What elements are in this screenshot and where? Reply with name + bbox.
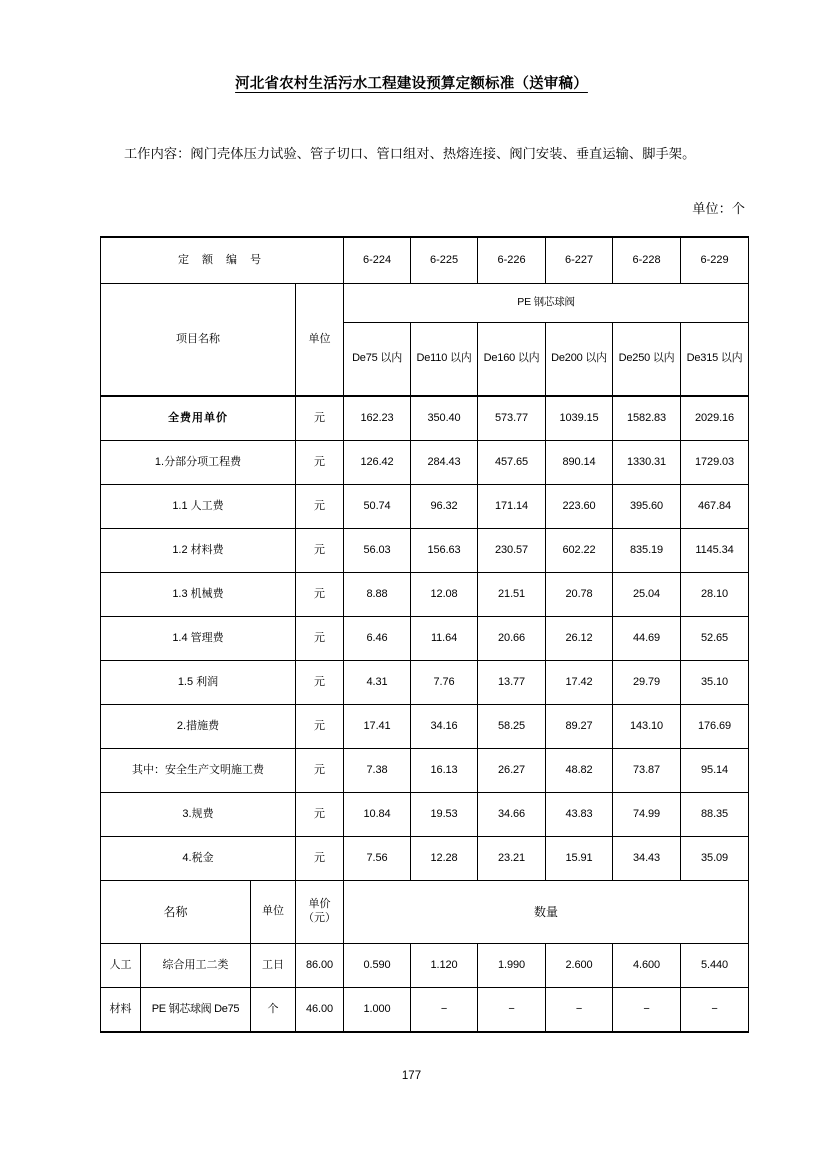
resource-1-name: PE 钢芯球阀 De75 xyxy=(141,988,251,1033)
row-6-value-2: 13.77 xyxy=(478,661,546,705)
work-content-line: 工作内容：阀门壳体压力试验、管子切口、管口组对、热熔连接、阀门安装、垂直运输、脚手架。 xyxy=(124,146,696,161)
row-unit-7: 元 xyxy=(296,705,344,749)
resource-1-price: 46.00 xyxy=(296,988,344,1033)
table-row xyxy=(101,573,749,617)
row-unit-6: 元 xyxy=(296,661,344,705)
row-1-value-4: 1330.31 xyxy=(613,441,681,485)
row-9-value-4: 74.99 xyxy=(613,793,681,837)
row-5-value-3: 26.12 xyxy=(546,617,613,661)
row-8-value-3: 48.82 xyxy=(546,749,613,793)
table-row xyxy=(101,705,749,749)
row-unit-10: 元 xyxy=(296,837,344,881)
row-label-1: 1.分部分项工程费 xyxy=(101,441,296,485)
row-unit-1: 元 xyxy=(296,441,344,485)
row-9-value-1: 19.53 xyxy=(411,793,478,837)
resource-0-value-1: 1.120 xyxy=(411,944,478,988)
row-unit-8: 元 xyxy=(296,749,344,793)
resource-0-value-2: 1.990 xyxy=(478,944,546,988)
spec-cell-2: De160 以内 xyxy=(478,323,546,397)
row-6-value-1: 7.76 xyxy=(411,661,478,705)
unit-note: 单位：个 xyxy=(692,201,745,216)
row-0-value-4: 1582.83 xyxy=(613,396,681,441)
row-label-4: 1.3 机械费 xyxy=(101,573,296,617)
row-7-value-1: 34.16 xyxy=(411,705,478,749)
code-cell-2: 6-226 xyxy=(478,237,546,284)
spec-cell-4: De250 以内 xyxy=(613,323,681,397)
row-6-value-5: 35.10 xyxy=(681,661,749,705)
resource-quantity-header: 数量 xyxy=(344,881,749,944)
row-label-0: 全费用单价 xyxy=(101,396,296,441)
table-row xyxy=(101,529,749,573)
code-row-label: 定 额 编 号 xyxy=(101,237,344,284)
quota-table-wrap xyxy=(100,236,748,1033)
spec-cell-5: De315 以内 xyxy=(681,323,749,397)
resource-0-unit: 工日 xyxy=(251,944,296,988)
resource-0-value-5: 5.440 xyxy=(681,944,749,988)
resource-1-value-2: − xyxy=(478,988,546,1033)
spec-cell-3: De200 以内 xyxy=(546,323,613,397)
row-5-value-4: 44.69 xyxy=(613,617,681,661)
row-8-value-5: 95.14 xyxy=(681,749,749,793)
row-4-value-0: 8.88 xyxy=(344,573,411,617)
row-7-value-4: 143.10 xyxy=(613,705,681,749)
row-9-value-2: 34.66 xyxy=(478,793,546,837)
table-row xyxy=(101,441,749,485)
row-10-value-0: 7.56 xyxy=(344,837,411,881)
row-0-value-3: 1039.15 xyxy=(546,396,613,441)
group-header-pe-valve: PE 钢芯球阀 xyxy=(344,284,749,323)
page-title xyxy=(0,72,823,93)
resource-1-value-3: − xyxy=(546,988,613,1033)
row-4-value-1: 12.08 xyxy=(411,573,478,617)
row-4-value-5: 28.10 xyxy=(681,573,749,617)
code-cell-5: 6-229 xyxy=(681,237,749,284)
row-5-value-1: 11.64 xyxy=(411,617,478,661)
row-0-value-5: 2029.16 xyxy=(681,396,749,441)
page-title-text: 河北省农村生活污水工程建设预算定额标准（送审稿） xyxy=(235,76,588,92)
spec-cell-0: De75 以内 xyxy=(344,323,411,397)
row-label-2: 1.1 人工费 xyxy=(101,485,296,529)
row-10-value-4: 34.43 xyxy=(613,837,681,881)
resource-1-value-1: − xyxy=(411,988,478,1033)
code-cell-0: 6-224 xyxy=(344,237,411,284)
row-10-value-2: 23.21 xyxy=(478,837,546,881)
item-name-header: 项目名称 xyxy=(101,284,296,397)
row-unit-5: 元 xyxy=(296,617,344,661)
row-label-6: 1.5 利润 xyxy=(101,661,296,705)
row-9-value-0: 10.84 xyxy=(344,793,411,837)
row-3-value-1: 156.63 xyxy=(411,529,478,573)
resource-0-value-0: 0.590 xyxy=(344,944,411,988)
row-label-8: 其中：安全生产文明施工费 xyxy=(101,749,296,793)
row-4-value-2: 21.51 xyxy=(478,573,546,617)
row-6-value-3: 17.42 xyxy=(546,661,613,705)
row-10-value-1: 12.28 xyxy=(411,837,478,881)
row-3-value-3: 602.22 xyxy=(546,529,613,573)
code-row xyxy=(101,237,749,284)
code-cell-4: 6-228 xyxy=(613,237,681,284)
resource-0-price: 86.00 xyxy=(296,944,344,988)
row-2-value-3: 223.60 xyxy=(546,485,613,529)
row-7-value-2: 58.25 xyxy=(478,705,546,749)
row-2-value-4: 395.60 xyxy=(613,485,681,529)
row-4-value-3: 20.78 xyxy=(546,573,613,617)
row-8-value-2: 26.27 xyxy=(478,749,546,793)
row-2-value-1: 96.32 xyxy=(411,485,478,529)
row-unit-0: 元 xyxy=(296,396,344,441)
row-unit-3: 元 xyxy=(296,529,344,573)
row-2-value-2: 171.14 xyxy=(478,485,546,529)
resource-price-header-line2: （元） xyxy=(303,912,337,924)
group-header-row xyxy=(101,284,749,323)
resource-1-value-4: − xyxy=(613,988,681,1033)
row-2-value-5: 467.84 xyxy=(681,485,749,529)
resource-name-header: 名称 xyxy=(101,881,251,944)
row-3-value-5: 1145.34 xyxy=(681,529,749,573)
table-row xyxy=(101,617,749,661)
row-5-value-2: 20.66 xyxy=(478,617,546,661)
resource-unit-header: 单位 xyxy=(251,881,296,944)
row-label-10: 4.税金 xyxy=(101,837,296,881)
resource-0-value-4: 4.600 xyxy=(613,944,681,988)
row-0-value-2: 573.77 xyxy=(478,396,546,441)
row-2-value-0: 50.74 xyxy=(344,485,411,529)
code-cell-3: 6-227 xyxy=(546,237,613,284)
code-cell-1: 6-225 xyxy=(411,237,478,284)
row-0-value-0: 162.23 xyxy=(344,396,411,441)
row-3-value-4: 835.19 xyxy=(613,529,681,573)
row-8-value-4: 73.87 xyxy=(613,749,681,793)
table-row xyxy=(101,749,749,793)
resource-header-row xyxy=(101,881,749,944)
unit-header: 单位 xyxy=(296,284,344,397)
resource-1-value-5: − xyxy=(681,988,749,1033)
row-5-value-0: 6.46 xyxy=(344,617,411,661)
resource-row xyxy=(101,944,749,988)
table-row xyxy=(101,485,749,529)
row-label-9: 3.规费 xyxy=(101,793,296,837)
row-6-value-0: 4.31 xyxy=(344,661,411,705)
row-unit-2: 元 xyxy=(296,485,344,529)
row-unit-4: 元 xyxy=(296,573,344,617)
resource-0-value-3: 2.600 xyxy=(546,944,613,988)
resource-0-category: 人工 xyxy=(101,944,141,988)
row-7-value-0: 17.41 xyxy=(344,705,411,749)
row-9-value-3: 43.83 xyxy=(546,793,613,837)
row-0-value-1: 350.40 xyxy=(411,396,478,441)
row-1-value-3: 890.14 xyxy=(546,441,613,485)
spec-cell-1: De110 以内 xyxy=(411,323,478,397)
resource-1-unit: 个 xyxy=(251,988,296,1033)
row-10-value-3: 15.91 xyxy=(546,837,613,881)
row-3-value-0: 56.03 xyxy=(344,529,411,573)
row-label-7: 2.措施费 xyxy=(101,705,296,749)
resource-1-value-0: 1.000 xyxy=(344,988,411,1033)
row-7-value-5: 176.69 xyxy=(681,705,749,749)
row-1-value-0: 126.42 xyxy=(344,441,411,485)
table-row xyxy=(101,396,749,441)
row-1-value-2: 457.65 xyxy=(478,441,546,485)
row-8-value-1: 16.13 xyxy=(411,749,478,793)
table-row xyxy=(101,793,749,837)
row-8-value-0: 7.38 xyxy=(344,749,411,793)
quota-table xyxy=(100,236,749,1033)
table-row xyxy=(101,661,749,705)
resource-row xyxy=(101,988,749,1033)
row-7-value-3: 89.27 xyxy=(546,705,613,749)
row-unit-9: 元 xyxy=(296,793,344,837)
resource-price-header xyxy=(296,881,344,944)
row-10-value-5: 35.09 xyxy=(681,837,749,881)
row-6-value-4: 29.79 xyxy=(613,661,681,705)
resource-price-header-line1: 单价 xyxy=(308,898,331,911)
table-row xyxy=(101,837,749,881)
row-4-value-4: 25.04 xyxy=(613,573,681,617)
resource-1-category: 材料 xyxy=(101,988,141,1033)
page-number: 177 xyxy=(401,1070,422,1082)
row-3-value-2: 230.57 xyxy=(478,529,546,573)
resource-0-name: 综合用工二类 xyxy=(141,944,251,988)
row-label-5: 1.4 管理费 xyxy=(101,617,296,661)
row-label-3: 1.2 材料费 xyxy=(101,529,296,573)
row-5-value-5: 52.65 xyxy=(681,617,749,661)
row-1-value-1: 284.43 xyxy=(411,441,478,485)
row-9-value-5: 88.35 xyxy=(681,793,749,837)
row-1-value-5: 1729.03 xyxy=(681,441,749,485)
